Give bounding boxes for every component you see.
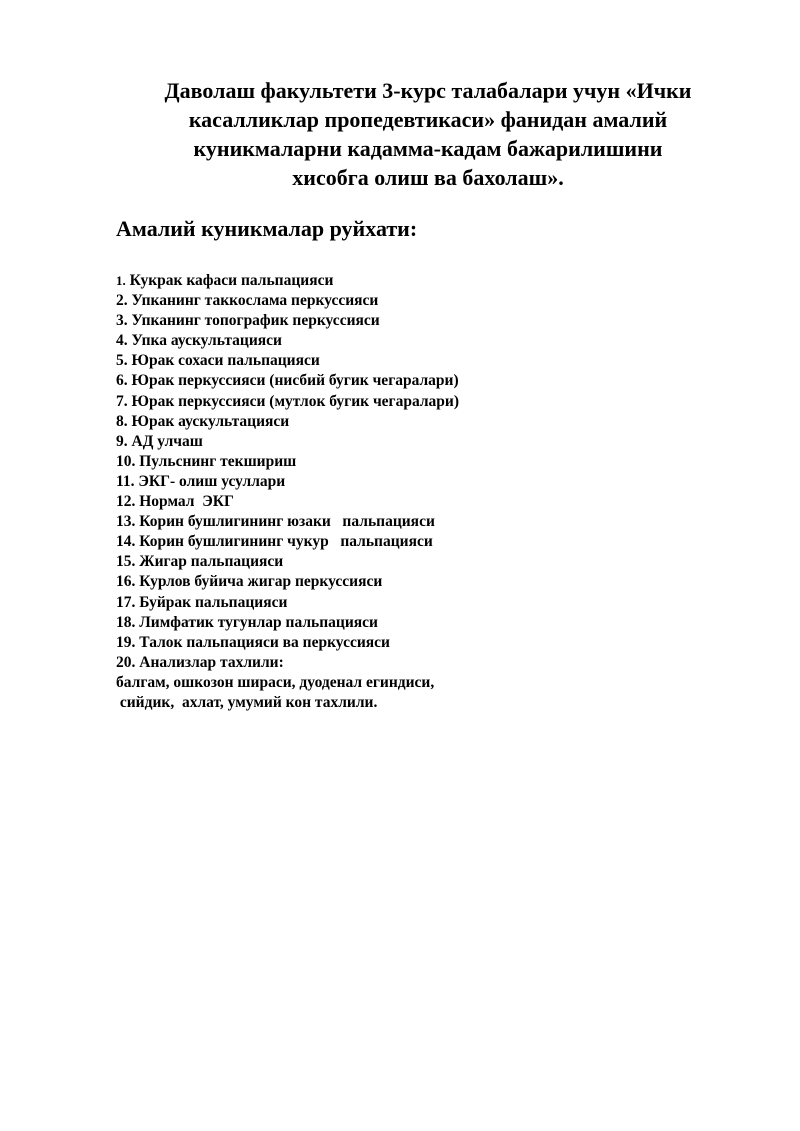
item-number: 11. — [116, 472, 135, 490]
item-text: Корин бушлигининг юзаки пальпацияси — [135, 513, 435, 531]
list-item — [116, 452, 459, 472]
item-number: 7. — [116, 392, 128, 410]
item-number: 8. — [116, 412, 128, 430]
item-number: 4. — [116, 332, 128, 350]
item-number: 6. — [116, 372, 128, 390]
item-number: 10. — [116, 452, 136, 470]
item-text: Кукрак кафаси пальпацияси — [125, 272, 334, 289]
item-text: Пульснинг текшириш — [135, 452, 297, 470]
item-number: 19. — [116, 633, 136, 651]
item-text: Талок пальпацияси ва перкуссияси — [135, 633, 390, 651]
list-item — [116, 472, 459, 492]
list-item-continuation: балгам, ошкозон шираси, дуоденал егиндиси, — [116, 673, 435, 691]
item-number: 3. — [116, 312, 128, 330]
list-item — [116, 633, 459, 653]
item-text: Корин бушлигининг чукур пальпацияси — [135, 533, 433, 551]
skills-list — [116, 271, 459, 713]
item-text: Буйрак пальпацияси — [135, 593, 288, 611]
item-number: 14. — [116, 533, 136, 551]
item-number: 20. — [116, 653, 136, 671]
item-text: Курлов буйича жигар перкуссияси — [135, 573, 383, 591]
item-number: 17. — [116, 593, 136, 611]
item-text: Упканинг топографик перкуссияси — [127, 312, 380, 330]
item-text: Юрак перкуссияси (нисбий бугик чегаралари) — [127, 372, 459, 390]
item-text: АД улчаш — [127, 432, 203, 450]
item-text: Анализлар тахлили: — [135, 653, 284, 671]
item-text: Юрак аускультацияси — [127, 412, 290, 430]
item-text: Упканинг таккослама перкуссияси — [127, 292, 379, 310]
list-item — [116, 271, 459, 291]
list-item — [116, 412, 459, 432]
list-item — [116, 593, 459, 613]
item-number: 18. — [116, 613, 136, 631]
list-item — [116, 331, 459, 351]
list-item — [116, 432, 459, 452]
item-number: 5. — [116, 352, 128, 370]
item-number: 15. — [116, 553, 136, 571]
item-number: 12. — [116, 493, 136, 511]
item-number: 2. — [116, 292, 128, 310]
title-line: Даволаш факультети 3-курс талабалари учун «Ички — [164, 78, 692, 103]
item-text: Нормал ЭКГ — [135, 493, 234, 511]
item-text: Лимфатик тугунлар пальпацияси — [135, 613, 378, 631]
title-line: куникмаларни кадамма-кадам бажарилишини — [193, 136, 663, 161]
skills-list-heading: Амалий куникмалар руйхати: — [116, 216, 418, 241]
list-item — [116, 613, 459, 633]
list-item — [116, 512, 459, 532]
list-item — [116, 552, 459, 572]
title-line: хисобга олиш ва бахолаш». — [292, 165, 564, 190]
item-text: ЭКГ- олиш усуллари — [134, 472, 286, 490]
item-number: 13. — [116, 513, 136, 531]
item-number: 16. — [116, 573, 136, 591]
list-item — [116, 392, 459, 412]
list-item — [116, 653, 459, 673]
item-text: Юрак перкуссияси (мутлок бугик чегаралари) — [127, 392, 460, 410]
list-item — [116, 492, 459, 512]
item-text: Юрак сохаси пальпацияси — [127, 352, 320, 370]
list-item — [116, 532, 459, 552]
item-text: Упка аускультацияси — [127, 332, 282, 350]
list-item — [116, 291, 459, 311]
item-number: 1. — [116, 273, 126, 288]
title-line: касалликлар пропедевтикаси» фанидан амалий — [188, 107, 668, 132]
list-item — [116, 572, 459, 592]
item-number: 9. — [116, 432, 128, 450]
list-item-continuation: сийдик, ахлат, умумий кон тахлили. — [116, 693, 378, 711]
list-item — [116, 371, 459, 391]
document-title — [100, 76, 756, 192]
item-text: Жигар пальпацияси — [135, 553, 284, 571]
list-item — [116, 351, 459, 371]
list-item — [116, 311, 459, 331]
